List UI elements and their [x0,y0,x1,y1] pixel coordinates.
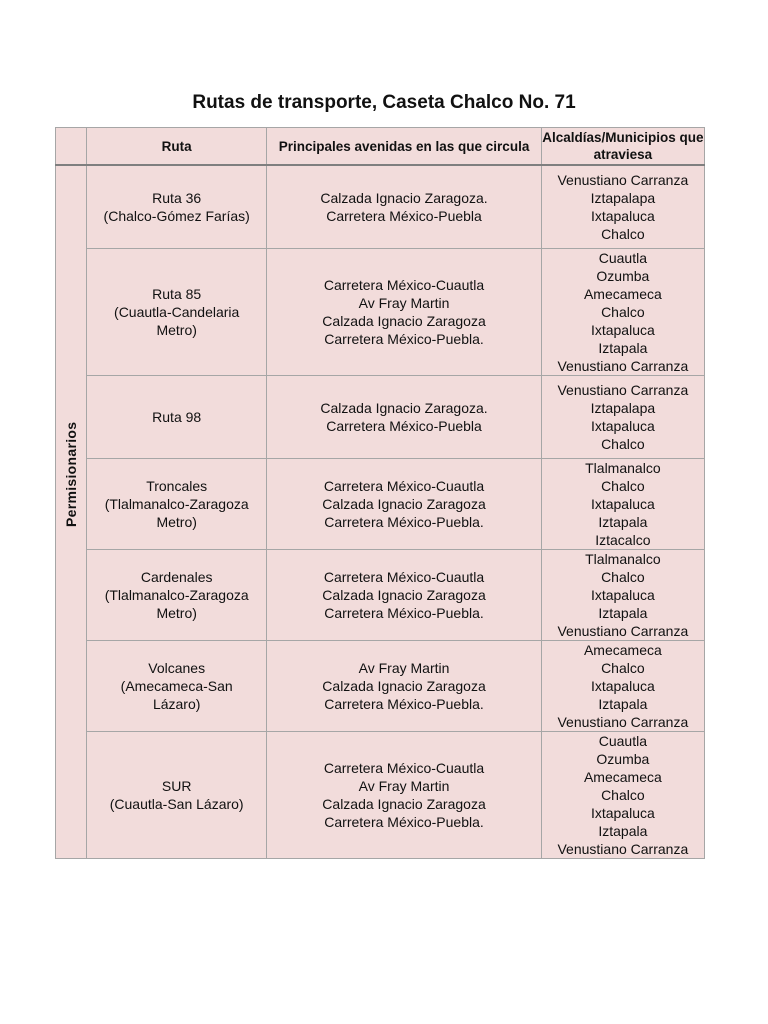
cell-line: Iztapala [598,823,648,839]
cell-line: Cardenales [140,569,213,585]
cell-line: Av Fray Martin [358,778,450,794]
routes-table-body [56,165,705,859]
cell-line: Troncales [146,478,208,494]
route-name-cell [87,459,267,550]
cell-line: Calzada Ignacio Zaragoza [322,496,486,512]
avenues-cell [267,165,541,249]
cell-line: (Chalco-Gómez Farías) [103,208,250,224]
cell-line: Lázaro) [152,696,201,712]
cell-line: Ruta 85 [152,286,202,302]
municipalities-cell [541,165,704,249]
side-category-label: Permisionarios [63,421,80,528]
header-avenidas: Principales avenidas en las que circula [267,128,541,166]
avenues-cell [267,641,541,732]
routes-table [55,127,705,859]
cell-line: Venustiano Carranza [557,841,689,857]
avenues-cell [267,732,541,859]
cell-line: Carretera México-Cuautla [323,277,485,293]
document-title: Rutas de transporte, Caseta Chalco No. 71 [192,92,576,113]
avenues-cell [267,249,541,376]
cell-line: (Cuautla-San Lázaro) [109,796,244,812]
cell-line: Chalco [601,226,645,242]
cell-line: Av Fray Martin [358,295,450,311]
avenues-cell [267,459,541,550]
route-name-cell [87,165,267,249]
cell-line: Calzada Ignacio Zaragoza [322,587,486,603]
avenues-cell [267,550,541,641]
cell-line: Carretera México-Puebla [326,418,482,434]
cell-line: Chalco [601,787,645,803]
cell-line: Carretera México-Cuautla [323,569,485,585]
cell-line: Carretera México-Cuautla [323,760,485,776]
cell-line: Venustiano Carranza [557,358,689,374]
cell-line: (Tlalmanalco-Zaragoza [104,496,249,512]
header-empty-cell [56,128,87,166]
municipalities-cell [541,459,704,550]
cell-line: Chalco [601,569,645,585]
cell-line: Iztapala [598,696,648,712]
cell-line: Metro) [156,514,197,530]
cell-line: Volcanes [148,660,206,676]
cell-line: Av Fray Martin [358,660,450,676]
municipalities-cell [541,641,704,732]
cell-line: Calzada Ignacio Zaragoza. [320,190,488,206]
route-name-cell [87,376,267,459]
cell-line: Ixtapaluca [590,322,655,338]
cell-line: Ixtapaluca [590,587,655,603]
table-row [56,165,705,249]
table-row [56,376,705,459]
table-row [56,641,705,732]
cell-line: Ozumba [596,751,650,767]
municipalities-cell [541,550,704,641]
cell-line: Carretera México-Cuautla [323,478,485,494]
municipalities-cell [541,376,704,459]
side-category-cell [56,165,87,859]
cell-line: Ruta 36 [152,190,202,206]
cell-line: (Amecameca-San [120,678,233,694]
cell-line: Iztapala [598,514,648,530]
cell-line: Carretera México-Puebla. [324,605,484,621]
cell-line: Ixtapaluca [590,496,655,512]
cell-line: Calzada Ignacio Zaragoza. [320,400,488,416]
cell-line: Venustiano Carranza [557,714,689,730]
route-name-cell [87,641,267,732]
cell-line: Carretera México-Puebla. [324,331,484,347]
avenues-cell [267,376,541,459]
cell-line: Metro) [156,605,197,621]
cell-line: Ruta 98 [152,409,202,425]
cell-line: Ixtapaluca [590,678,655,694]
cell-line: Calzada Ignacio Zaragoza [322,313,486,329]
table-row [56,550,705,641]
route-name-cell [87,249,267,376]
header-ruta: Ruta [87,128,267,166]
cell-line: Carretera México-Puebla. [324,814,484,830]
cell-line: Iztapalapa [590,400,656,416]
cell-line: Cuautla [598,250,647,266]
cell-line: (Tlalmanalco-Zaragoza [104,587,249,603]
cell-line: Amecameca [583,286,662,302]
municipalities-cell [541,732,704,859]
cell-line: Venustiano Carranza [557,623,689,639]
cell-line: Tlalmanalco [585,460,661,476]
cell-line: Carretera México-Puebla. [324,514,484,530]
cell-line: Metro) [156,322,197,338]
route-name-cell [87,550,267,641]
cell-line: Iztacalco [595,532,651,548]
cell-line: Chalco [601,436,645,452]
cell-line: Ozumba [596,268,650,284]
cell-line: Chalco [601,304,645,320]
cell-line: Ixtapaluca [590,208,655,224]
cell-line: Iztapala [598,605,648,621]
cell-line: Ixtapaluca [590,805,655,821]
municipalities-cell [541,249,704,376]
cell-line: (Cuautla-Candelaria [114,304,240,320]
cell-line: Ixtapaluca [590,418,655,434]
table-row [56,732,705,859]
cell-line: Amecameca [583,769,662,785]
cell-line: Chalco [601,660,645,676]
table-row [56,459,705,550]
table-header-row [56,128,705,166]
cell-line: Carretera México-Puebla. [324,696,484,712]
cell-line: Iztapala [598,340,648,356]
cell-line: Cuautla [598,733,647,749]
cell-line: Tlalmanalco [585,551,661,567]
cell-line: Calzada Ignacio Zaragoza [322,796,486,812]
cell-line: SUR [161,778,192,794]
cell-line: Carretera México-Puebla [326,208,482,224]
cell-line: Amecameca [583,642,662,658]
route-name-cell [87,732,267,859]
cell-line: Venustiano Carranza [557,382,689,398]
cell-line: Venustiano Carranza [557,172,689,188]
cell-line: Iztapalapa [590,190,656,206]
header-alcaldias: Alcaldías/Municipios que atraviesa [541,128,704,166]
table-row [56,249,705,376]
cell-line: Calzada Ignacio Zaragoza [322,678,486,694]
cell-line: Chalco [601,478,645,494]
